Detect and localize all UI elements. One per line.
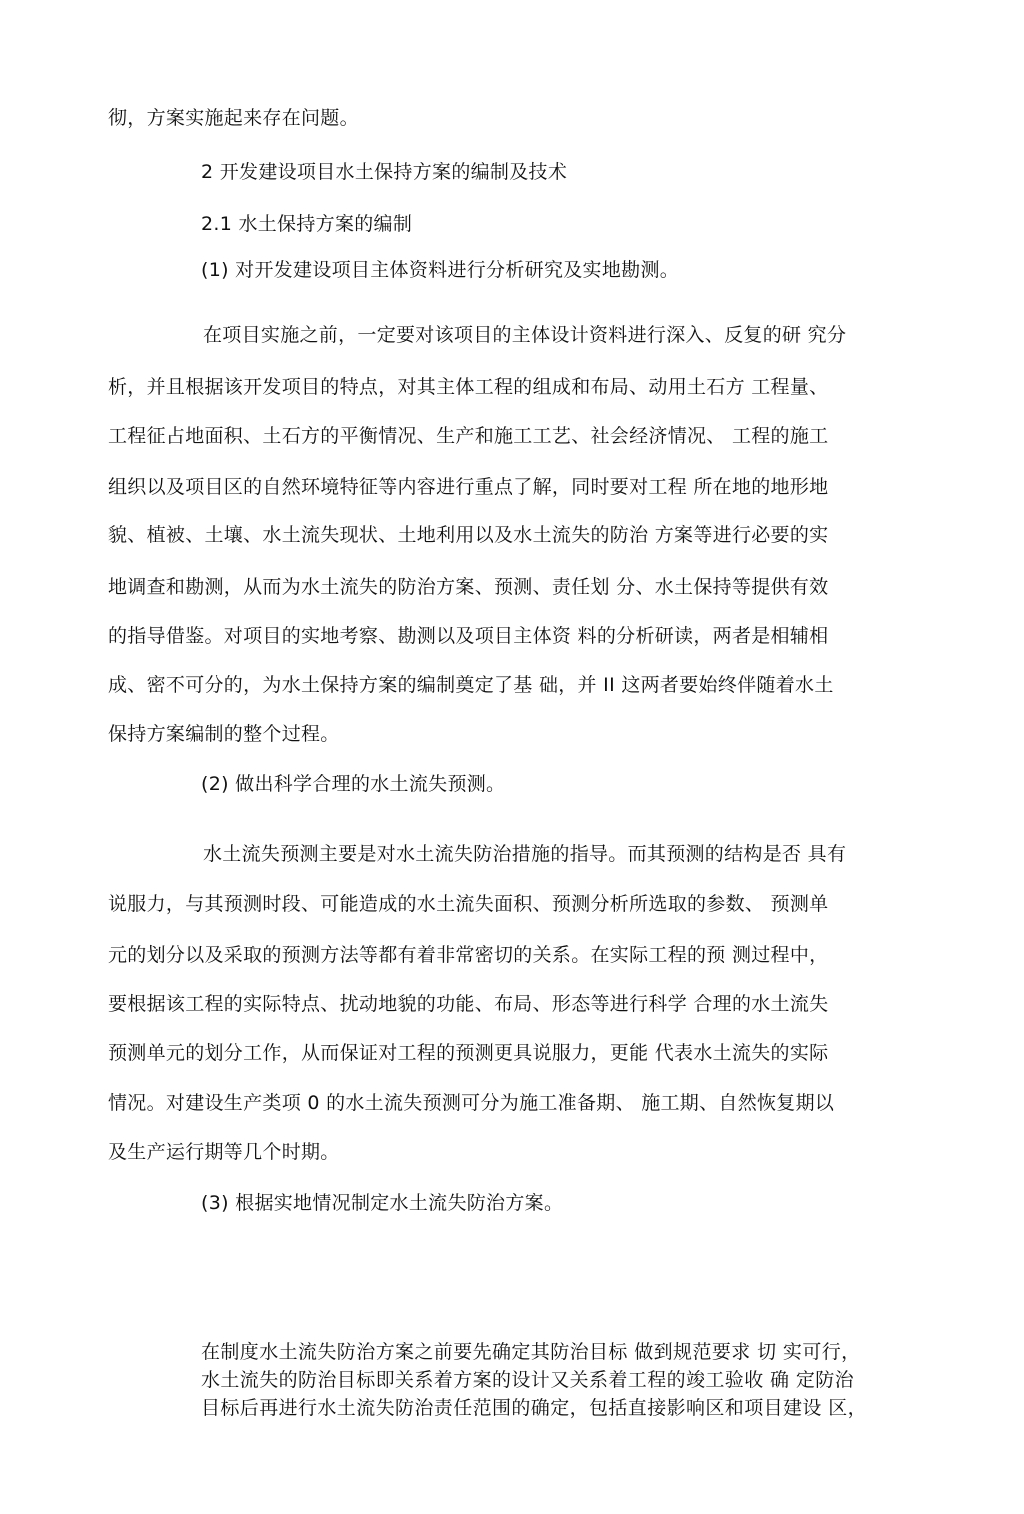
paragraph-line: 情况。对建设生产类项 0 的水土流失预测可分为施工准备期、 施工期、自然恢复期以	[108, 1092, 835, 1114]
paragraph-line: 地调查和勘测，从而为水土流失的防治方案、预测、责任划 分、水土保持等提供有效	[108, 576, 829, 598]
paragraph-line: 水土流失的防治目标即关系着方案的设计又关系着工程的竣工验收 确 定防治	[201, 1369, 855, 1391]
paragraph-line: 预测单元的划分工作，从而保证对工程的预测更具说服力，更能 代表水土流失的实际	[108, 1042, 829, 1064]
paragraph-line: 的指导借鉴。对项目的实地考察、勘测以及项目主体资 料的分析研读，两者是相辅相	[108, 625, 829, 647]
item-heading-3: (3) 根据实地情况制定水土流失防治方案。	[201, 1192, 564, 1214]
paragraph-line: 成、密不可分的，为水土保持方案的编制奠定了基 础，并 II 这两者要始终伴随着水土	[108, 674, 834, 696]
paragraph-line: 在项目实施之前，一定要对该项目的主体设计资料进行深入、反复的研 究分	[203, 324, 847, 346]
text-line-1: 彻，方案实施起来存在问题。	[108, 107, 359, 129]
paragraph-line: 说服力，与其预测时段、可能造成的水土流失面积、预测分析所选取的参数、 预测单	[108, 893, 829, 915]
paragraph-line: 元的划分以及采取的预测方法等都有着非常密切的关系。在实际工程的预 测过程中，	[108, 944, 829, 966]
subsection-heading-2-1: 2.1 水土保持方案的编制	[201, 213, 413, 235]
paragraph-line: 组织以及项目区的自然环境特征等内容进行重点了解，同时要对工程 所在地的地形地	[108, 476, 829, 498]
item-heading-2: (2) 做出科学合理的水土流失预测。	[201, 773, 506, 795]
paragraph-line: 保持方案编制的整个过程。	[108, 723, 340, 745]
section-heading-2: 2 开发建设项目水土保持方案的编制及技术	[201, 161, 568, 183]
paragraph-line: 貌、植被、土壤、水土流失现状、土地利用以及水土流失的防治 方案等进行必要的实	[108, 524, 829, 546]
paragraph-line: 水土流失预测主要是对水土流失防治措施的指导。而其预测的结构是否 具有	[203, 843, 847, 865]
paragraph-line: 要根据该工程的实际特点、扰动地貌的功能、布局、形态等进行科学 合理的水土流失	[108, 993, 829, 1015]
paragraph-line: 目标后再进行水土流失防治责任范围的确定，包括直接影响区和项目建设 区，	[201, 1397, 868, 1419]
paragraph-line: 工程征占地面积、土石方的平衡情况、生产和施工工艺、社会经济情况、 工程的施工	[108, 425, 829, 447]
paragraph-line: 析，并且根据该开发项目的特点，对其主体工程的组成和布局、动用土石方 工程量、	[108, 376, 829, 398]
paragraph-line: 在制度水土流失防治方案之前要先确定其防治目标 做到规范要求 切 实可行，	[201, 1341, 861, 1363]
item-heading-1: (1) 对开发建设项目主体资料进行分析研究及实地勘测。	[201, 259, 680, 281]
paragraph-line: 及生产运行期等几个时期。	[108, 1141, 340, 1163]
